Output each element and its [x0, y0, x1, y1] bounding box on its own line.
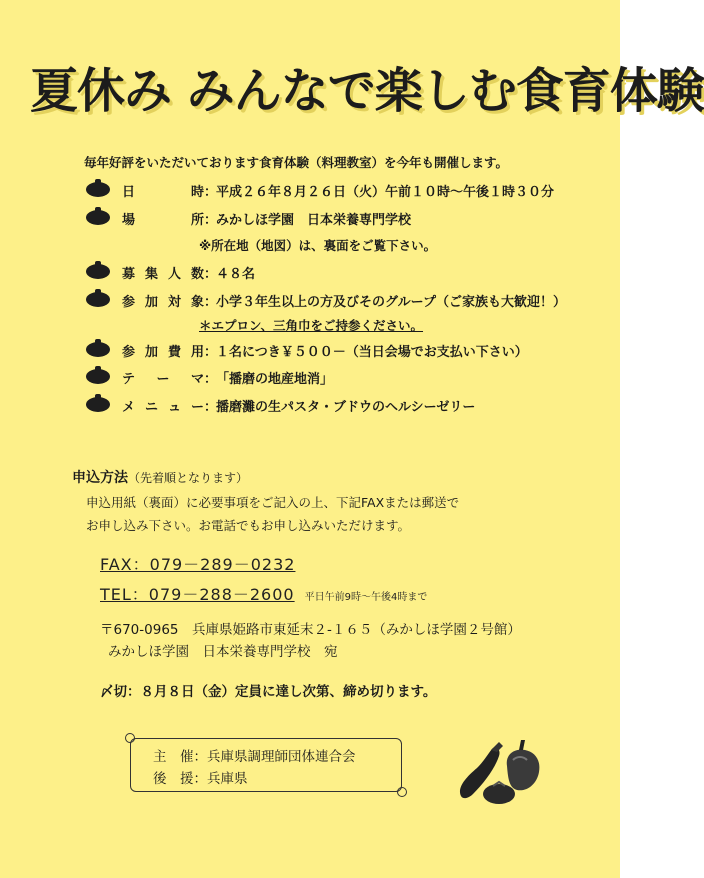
vegetables-illustration — [455, 738, 555, 806]
detail-label: テーマ — [122, 372, 204, 387]
sponsor-box — [130, 738, 402, 792]
detail-row-fee — [100, 341, 528, 360]
detail-label: 日時 — [122, 185, 204, 200]
apply-heading-note: （先着順となります） — [128, 471, 249, 485]
apply-heading — [72, 467, 248, 487]
detail-row-menu — [100, 396, 475, 415]
apply-line-1: 申込用紙（裏面）に必要事項をご記入の上、下記FAXまたは郵送で — [86, 495, 460, 510]
detail-value: １名につき￥５００－（当日会場でお支払い下さい） — [216, 345, 528, 360]
tel-hours: 平日午前9時～午後4時まで — [304, 592, 428, 603]
tel-line — [100, 582, 427, 605]
location-note: ※所在地（地図）は、裏面をご覧下さい。 — [199, 238, 437, 253]
detail-label: メニュー — [122, 400, 204, 415]
apron-note: ＊エプロン、三角巾をご持参ください。 — [199, 318, 424, 333]
detail-value: 平成２６年８月２６日（火）午前１０時～午後１時３０分 — [216, 185, 555, 200]
detail-value: 播磨灘の生パスタ・ブドウのヘルシーゼリー — [216, 400, 476, 415]
detail-colon: ： — [204, 372, 218, 387]
supporter: 後 援：兵庫県 — [153, 771, 248, 787]
detail-value: 小学３年生以上の方及びそのグループ（ご家族も大歓迎！） — [216, 295, 566, 310]
detail-row-datetime — [100, 181, 554, 200]
detail-colon: ： — [204, 185, 218, 200]
detail-value: みかしほ学園 日本栄養専門学校 — [216, 213, 412, 228]
intro-text: 毎年好評をいただいております食育体験（料理教室）を今年も開催します。 — [84, 155, 509, 170]
tel-number: TEL：079－288－2600 — [100, 585, 295, 604]
detail-colon: ： — [204, 295, 218, 310]
apply-heading-text: 申込方法 — [72, 470, 128, 486]
pepper-icon — [507, 740, 540, 790]
detail-row-theme — [100, 368, 333, 387]
detail-row-capacity — [100, 263, 255, 282]
apply-line-2: お申し込み下さい。お電話でもお申し込みいただけます。 — [86, 518, 411, 533]
detail-colon: ： — [204, 345, 218, 360]
detail-colon: ： — [204, 400, 218, 415]
page-title: 夏休み みんなで楽しむ食育体験 — [30, 63, 704, 119]
detail-value: ４８名 — [216, 267, 256, 282]
tomato-icon — [483, 782, 515, 804]
detail-label: 募集人数 — [122, 267, 204, 282]
detail-colon: ： — [204, 267, 218, 282]
detail-label: 参加費用 — [122, 345, 204, 360]
detail-colon: ： — [204, 213, 218, 228]
address-line-2: みかしほ学園 日本栄養専門学校 宛 — [108, 644, 338, 660]
organizer: 主 催：兵庫県調理師団体連合会 — [153, 749, 356, 765]
address-line-1: 〒670-0965 兵庫県姫路市東延末２-１６５（みかしほ学園２号館） — [100, 622, 521, 638]
detail-label: 参加対象 — [122, 295, 204, 310]
fax-number: FAX：079－289－0232 — [100, 555, 296, 574]
detail-value: 「播磨の地産地消」 — [216, 372, 334, 387]
deadline: 〆切：８月８日（金）定員に達し次第、締め切ります。 — [100, 684, 437, 700]
detail-label: 場所 — [122, 213, 204, 228]
detail-row-eligibility — [100, 291, 566, 310]
detail-row-place — [100, 209, 411, 228]
